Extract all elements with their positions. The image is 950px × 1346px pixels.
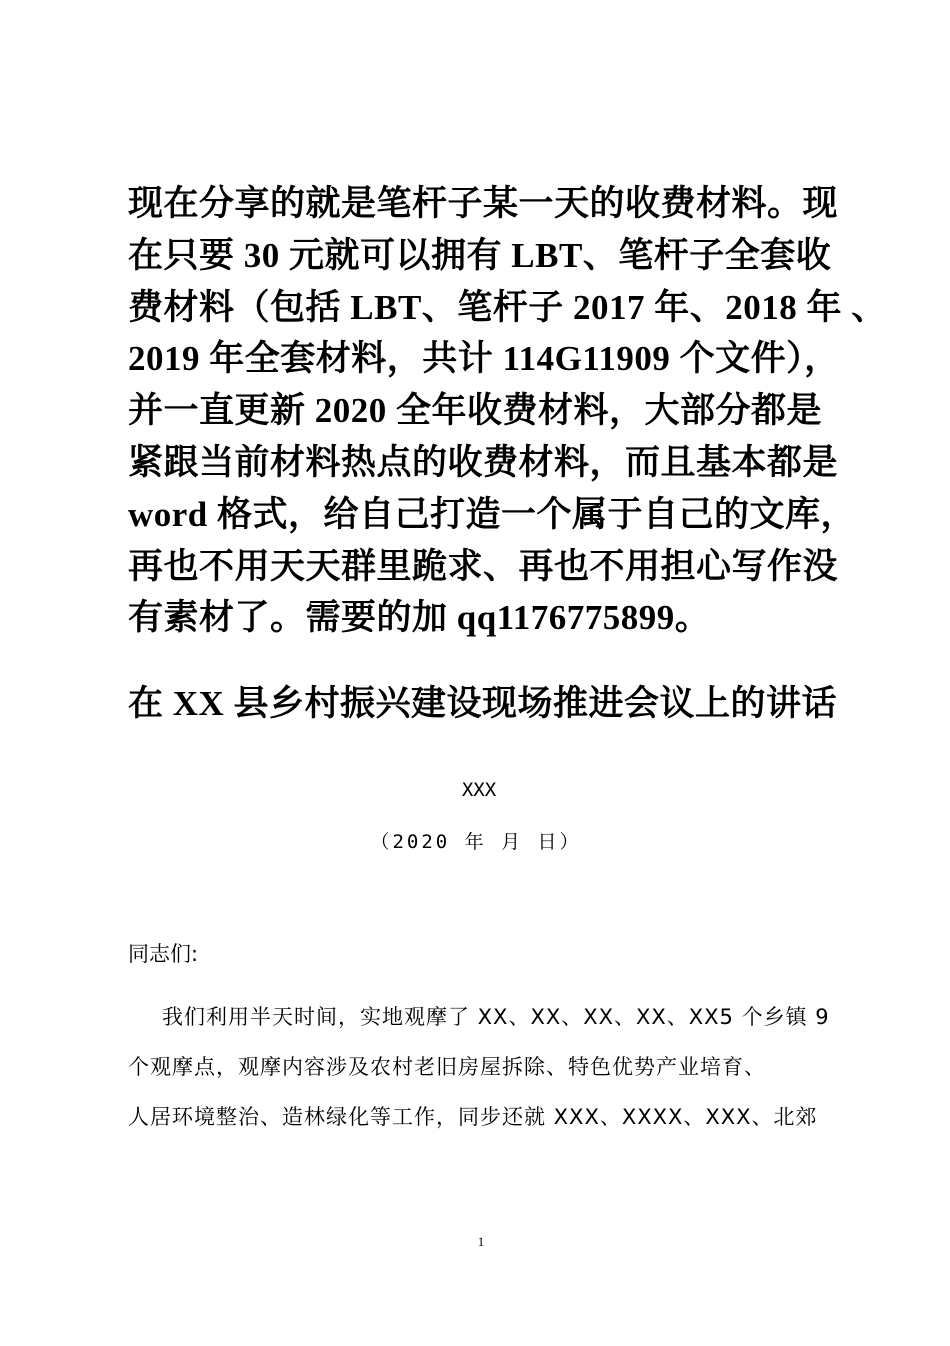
advertisement-line: 紧跟当前材料热点的收费材料，而且基本都是	[128, 442, 839, 482]
salutation: 同志们:	[128, 942, 199, 966]
advertisement-line: 2019 年全套材料，共计 114G11909 个文件），	[128, 339, 840, 379]
advertisement-line: 有素材了。需要的加 qq1176775899。	[128, 598, 711, 638]
advertisement-line: 并一直更新 2020 全年收费材料，大部分都是	[128, 391, 823, 431]
body-line: 人居环境整治、造林绿化等工作，同步还就 XXX、XXXX、XXX、北郊	[128, 1105, 818, 1129]
advertisement-line: 在只要 30 元就可以拥有 LBT、笔杆子全套收	[128, 235, 832, 275]
speech-body	[128, 992, 848, 1142]
body-line: 我们利用半天时间，实地观摩了 XX、XX、XX、XX、XX5 个乡镇 9	[162, 1005, 830, 1029]
speech-title: 在 XX 县乡村振兴建设现场推进会议上的讲话	[128, 684, 838, 723]
body-line: 个观摩点，观摩内容涉及农村老旧房屋拆除、特色优势产业培育、	[128, 1055, 766, 1079]
advertisement-line: word 格式，给自己打造一个属于自己的文库，	[128, 494, 857, 534]
page-number: 1	[477, 1234, 485, 1249]
speech-author: XXX	[461, 779, 497, 801]
advertisement-line: 费材料（包括 LBT、笔杆子 2017 年、2018 年 、	[128, 287, 887, 327]
speech-date: （2020 年 月 日）	[370, 831, 582, 853]
advertisement-line: 现在分享的就是笔杆子某一天的收费材料。现	[128, 184, 839, 223]
advertisement-line: 再也不用天天群里跪求、再也不用担心写作没	[128, 546, 839, 586]
advertisement-paragraph	[128, 178, 887, 644]
